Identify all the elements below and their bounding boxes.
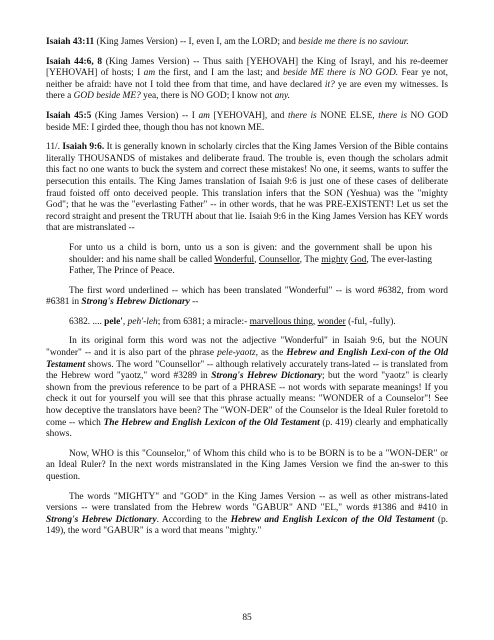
scripture-reference: Isaiah 9:6.: [62, 142, 105, 153]
paragraph-who-is-counselor: Now, WHO is this "Counselor," of Whom this child who is to be BORN is to be a "WON-DER" or an Ideal Ruler? In the next words mistranslated in the King James Version we find the an-swer to this question.: [46, 448, 448, 482]
scripture-reference: Isaiah 44:6, 8: [46, 56, 103, 67]
dictionary-entry: 6382. .... pele', peh'-leh; from 6381; a miracle:- marvellous thing, wonder (-ful, -fully).: [69, 316, 396, 327]
paragraph-mighty-god: The words "MIGHTY" and "GOD" in the King James Version -- as well as other mistrans-lated versions -- were translated from the Hebrew words "GABUR" AND "EL," words #1386 and #410 in Strong's Hebrew Dictionary. According to the Hebrew and English Lexicon of the Old Testament (p. 149), the word "GABUR" is a word that means "mighty.": [46, 491, 449, 537]
paragraph-isaiah-9-6-intro: 11/. Isaiah 9:6. It is generally known in scholarly circles that the King James Version of the Bible contains literally THOUSANDS of mistakes and deliberate fraud. The trouble is, even though the scholars admit this fact no one wants to buck the system and correct these mistakes! No one, it seems, wants to suffer the persecution this entails. The King James translation of Isaiah 9:6 is just one of these cases of deliberate fraud foisted off onto deceived people. This translation infers that the SON (Yeshua) was the "mighty God"; that he was the "everlasting Father" -- in other words, that he was PRE-EXISTENT! Let us set the record straight and present the TRUTH about that lie. Isaiah 9:6 in the King James Version has KEY words that are mistranslated --: [46, 142, 448, 234]
underlined-word: wonder: [317, 316, 346, 327]
paragraph-original-form: In its original form this word was not the adjective "Wonderful" in Isaiah 9:6, but the NOUN "wonder" -- and it is also part of the phrase pele-yaotz, as the Hebrew and English Lexi-con of the Old Testament shows. The word "Counsellor" -- although relatively accurately trans-lated -- is translated from the Hebrew word "yaotz," word #3289 in Strong's Hebrew Dictionary; but the word "yaotz" is clearly shown from the previous reference to be part of a PHRASE -- not words with separate meanings! If you check it out for yourself you will see that this phrase actually means: "WONDER of a Counselor"! See how deceptive the translators have been? The "WON-DER" of the Counselor is the Ideal Ruler foretold to come -- which The Hebrew and English Lexicon of the Old Testament (p. 419) clearly and emphatically shows.: [46, 336, 449, 440]
block-quote: For unto us a child is born, unto us a son is given: and the government shall be upon his shoulder: and his name shall be called Wonderful, Counsellor, The mighty God, The ever-lasting Father, The Prince of Peace.: [69, 242, 432, 277]
paragraph-isaiah-45-5: Isaiah 45:5 (King James Version) -- I am [YEHOVAH], and there is NONE ELSE, there is NO GOD beside ME: I girded thee, though thou has not known ME.: [46, 110, 448, 133]
underlined-word: Counsellor: [258, 254, 300, 265]
underlined-word: God: [350, 254, 367, 265]
scripture-reference: Isaiah 45:5: [46, 110, 92, 121]
underlined-word: marvellous thing: [249, 316, 313, 327]
paragraph-first-word: The first word underlined -- which has been translated "Wonderful" -- is word #6382, from word #6381 in Strong's Hebrew Dictionary --: [46, 285, 448, 308]
section-number: 11/.: [46, 142, 60, 153]
paragraph-isaiah-44-6-8: Isaiah 44:6, 8 (King James Version) -- Thus saith [YEHOVAH] the King of Israyl, and his re-deemer [YEHOVAH] of hosts; I am the first, and I am the last; and beside ME there is NO GOD. Fear ye not, neither be afraid: have not I told thee from that time, and have declared it? ye are even my witnesses. Is there a GOD beside ME? yea, there is NO GOD; I know not any.: [46, 56, 448, 102]
underlined-word: mighty: [321, 254, 348, 265]
underlined-word: Wonderful: [214, 254, 255, 265]
paragraph-isaiah-43-11: Isaiah 43:11 (King James Version) -- I, even I, am the LORD; and beside me there is no saviour.: [46, 37, 409, 47]
scripture-reference: Isaiah 43:11: [46, 37, 95, 47]
page-number: 85: [242, 613, 252, 623]
